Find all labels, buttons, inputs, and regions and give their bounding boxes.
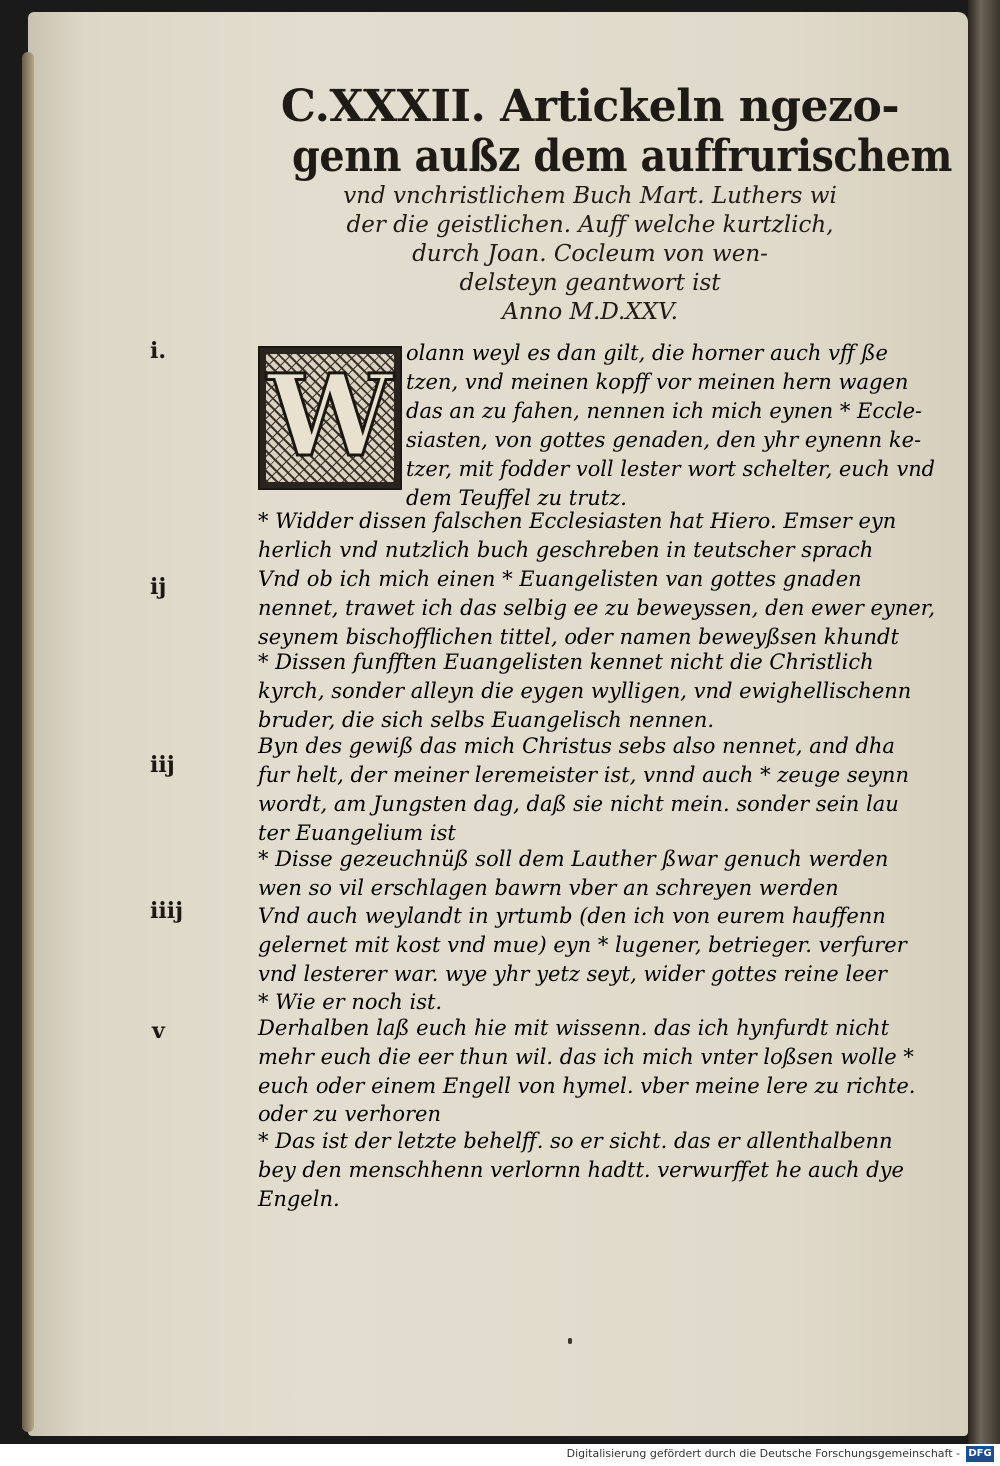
text-line: euch oder einem Engell von hymel. vber meine lere zu richte. — [258, 1074, 916, 1098]
text-line: * Wie er noch ist. — [258, 990, 443, 1014]
text-line: nennet, trawet ich das selbig ee zu beweyssen, den ewer eyner, — [258, 596, 936, 620]
margin-number: ij — [150, 574, 167, 600]
margin-number: v — [152, 1018, 165, 1044]
text-line: * Disse gezeuchnüß soll dem Lauther ßwar genuch werden — [258, 847, 889, 871]
ink-speck — [568, 1338, 572, 1344]
initial-letter: W — [267, 351, 393, 482]
margin-number: i. — [150, 338, 167, 364]
text-line: Byn des gewiß das mich Christus sebs also nennet, and dha — [258, 734, 895, 758]
text-line: oder zu verhoren — [258, 1102, 441, 1126]
heading-line-1: C.XXXII. Artickeln ngezo- — [280, 81, 900, 132]
chapter-heading — [260, 81, 953, 327]
text-line: kyrch, sonder alleyn die eygen wylligen, vnd ewighellischenn — [258, 679, 912, 703]
text-line: * Das ist der letzte behelff. so er sicht. das er allenthalbenn — [258, 1129, 893, 1153]
decorated-initial — [258, 346, 402, 490]
text-line: wen so vil erschlagen bawrn vber an schreyen werden — [258, 876, 839, 900]
margin-number: iij — [150, 752, 175, 778]
text-line: Vnd ob ich mich einen * Euangelisten van gottes gnaden — [258, 567, 862, 591]
text-line: * Widder dissen falschen Ecclesiasten hat Hiero. Emser eyn — [258, 509, 897, 533]
text-line: seynem bischofflichen tittel, oder namen beweyßsen khundt — [258, 625, 899, 649]
text-line: gelernet mit kost vnd mue) eyn * lugener, betrieger. verfurer — [258, 933, 907, 957]
footer-bar — [0, 1444, 1000, 1466]
text-line: Vnd auch weylandt in yrtumb (den ich von eurem hauffenn — [258, 904, 886, 928]
text-line: vnd lesterer war. wye yhr yetz seyt, wider gottes reine leer — [258, 962, 887, 986]
text-line: dem Teuffel zu trutz. — [406, 486, 627, 510]
text-line: tzen, vnd meinen kopff vor meinen hern wagen — [406, 370, 909, 394]
text-line: Engeln. — [258, 1187, 340, 1211]
text-line: ter Euangelium ist — [258, 821, 456, 845]
text-line: fur helt, der meiner leremeister ist, vnnd auch * zeuge seynn — [258, 763, 909, 787]
text-line: tzer, mit fodder voll lester wort schelter, euch vnd — [406, 457, 935, 481]
text-line: bruder, die sich selbs Euangelisch nennen. — [258, 708, 715, 732]
footer-credit: Digitalisierung gefördert durch die Deutsche Forschungsgemeinschaft - — [566, 1447, 960, 1460]
text-line: bey den menschhenn verlornn hadtt. verwurffet he auch dye — [258, 1158, 904, 1182]
heading-date: Anno M.D.XXV. — [502, 299, 678, 325]
dfg-logo: DFG — [966, 1446, 994, 1462]
text-line: herlich vnd nutzlich buch geschreben in teutscher sprach — [258, 538, 874, 562]
margin-number: iiij — [150, 898, 184, 924]
heading-line-2: genn außz dem auffrurischem — [292, 131, 953, 182]
book-edge — [968, 0, 1000, 1444]
heading-line-4: der die geistlichen. Auff welche kurtzlich, — [346, 212, 834, 238]
text-line: olann weyl es dan gilt, die horner auch vff ße — [406, 341, 888, 365]
text-line: das an zu fahen, nennen ich mich eynen * Eccle- — [406, 399, 923, 423]
heading-line-5: durch Joan. Cocleum von wen- — [412, 241, 768, 267]
text-line: Derhalben laß euch hie mit wissenn. das ich hynfurdt nicht — [258, 1016, 890, 1040]
text-line: wordt, am Jungsten dag, daß sie nicht mein. sonder sein lau — [258, 792, 899, 816]
heading-line-6: delsteyn geantwort ist — [459, 270, 721, 296]
text-line: siasten, von gottes genaden, den yhr eynenn ke- — [406, 428, 922, 452]
text-line: mehr euch die eer thun wil. das ich mich vnter loßsen wolle * — [258, 1045, 914, 1069]
heading-line-3: vnd vnchristlichem Buch Mart. Luthers wi — [343, 183, 837, 209]
text-line: * Dissen funfften Euangelisten kennet nicht die Christlich — [258, 650, 874, 674]
